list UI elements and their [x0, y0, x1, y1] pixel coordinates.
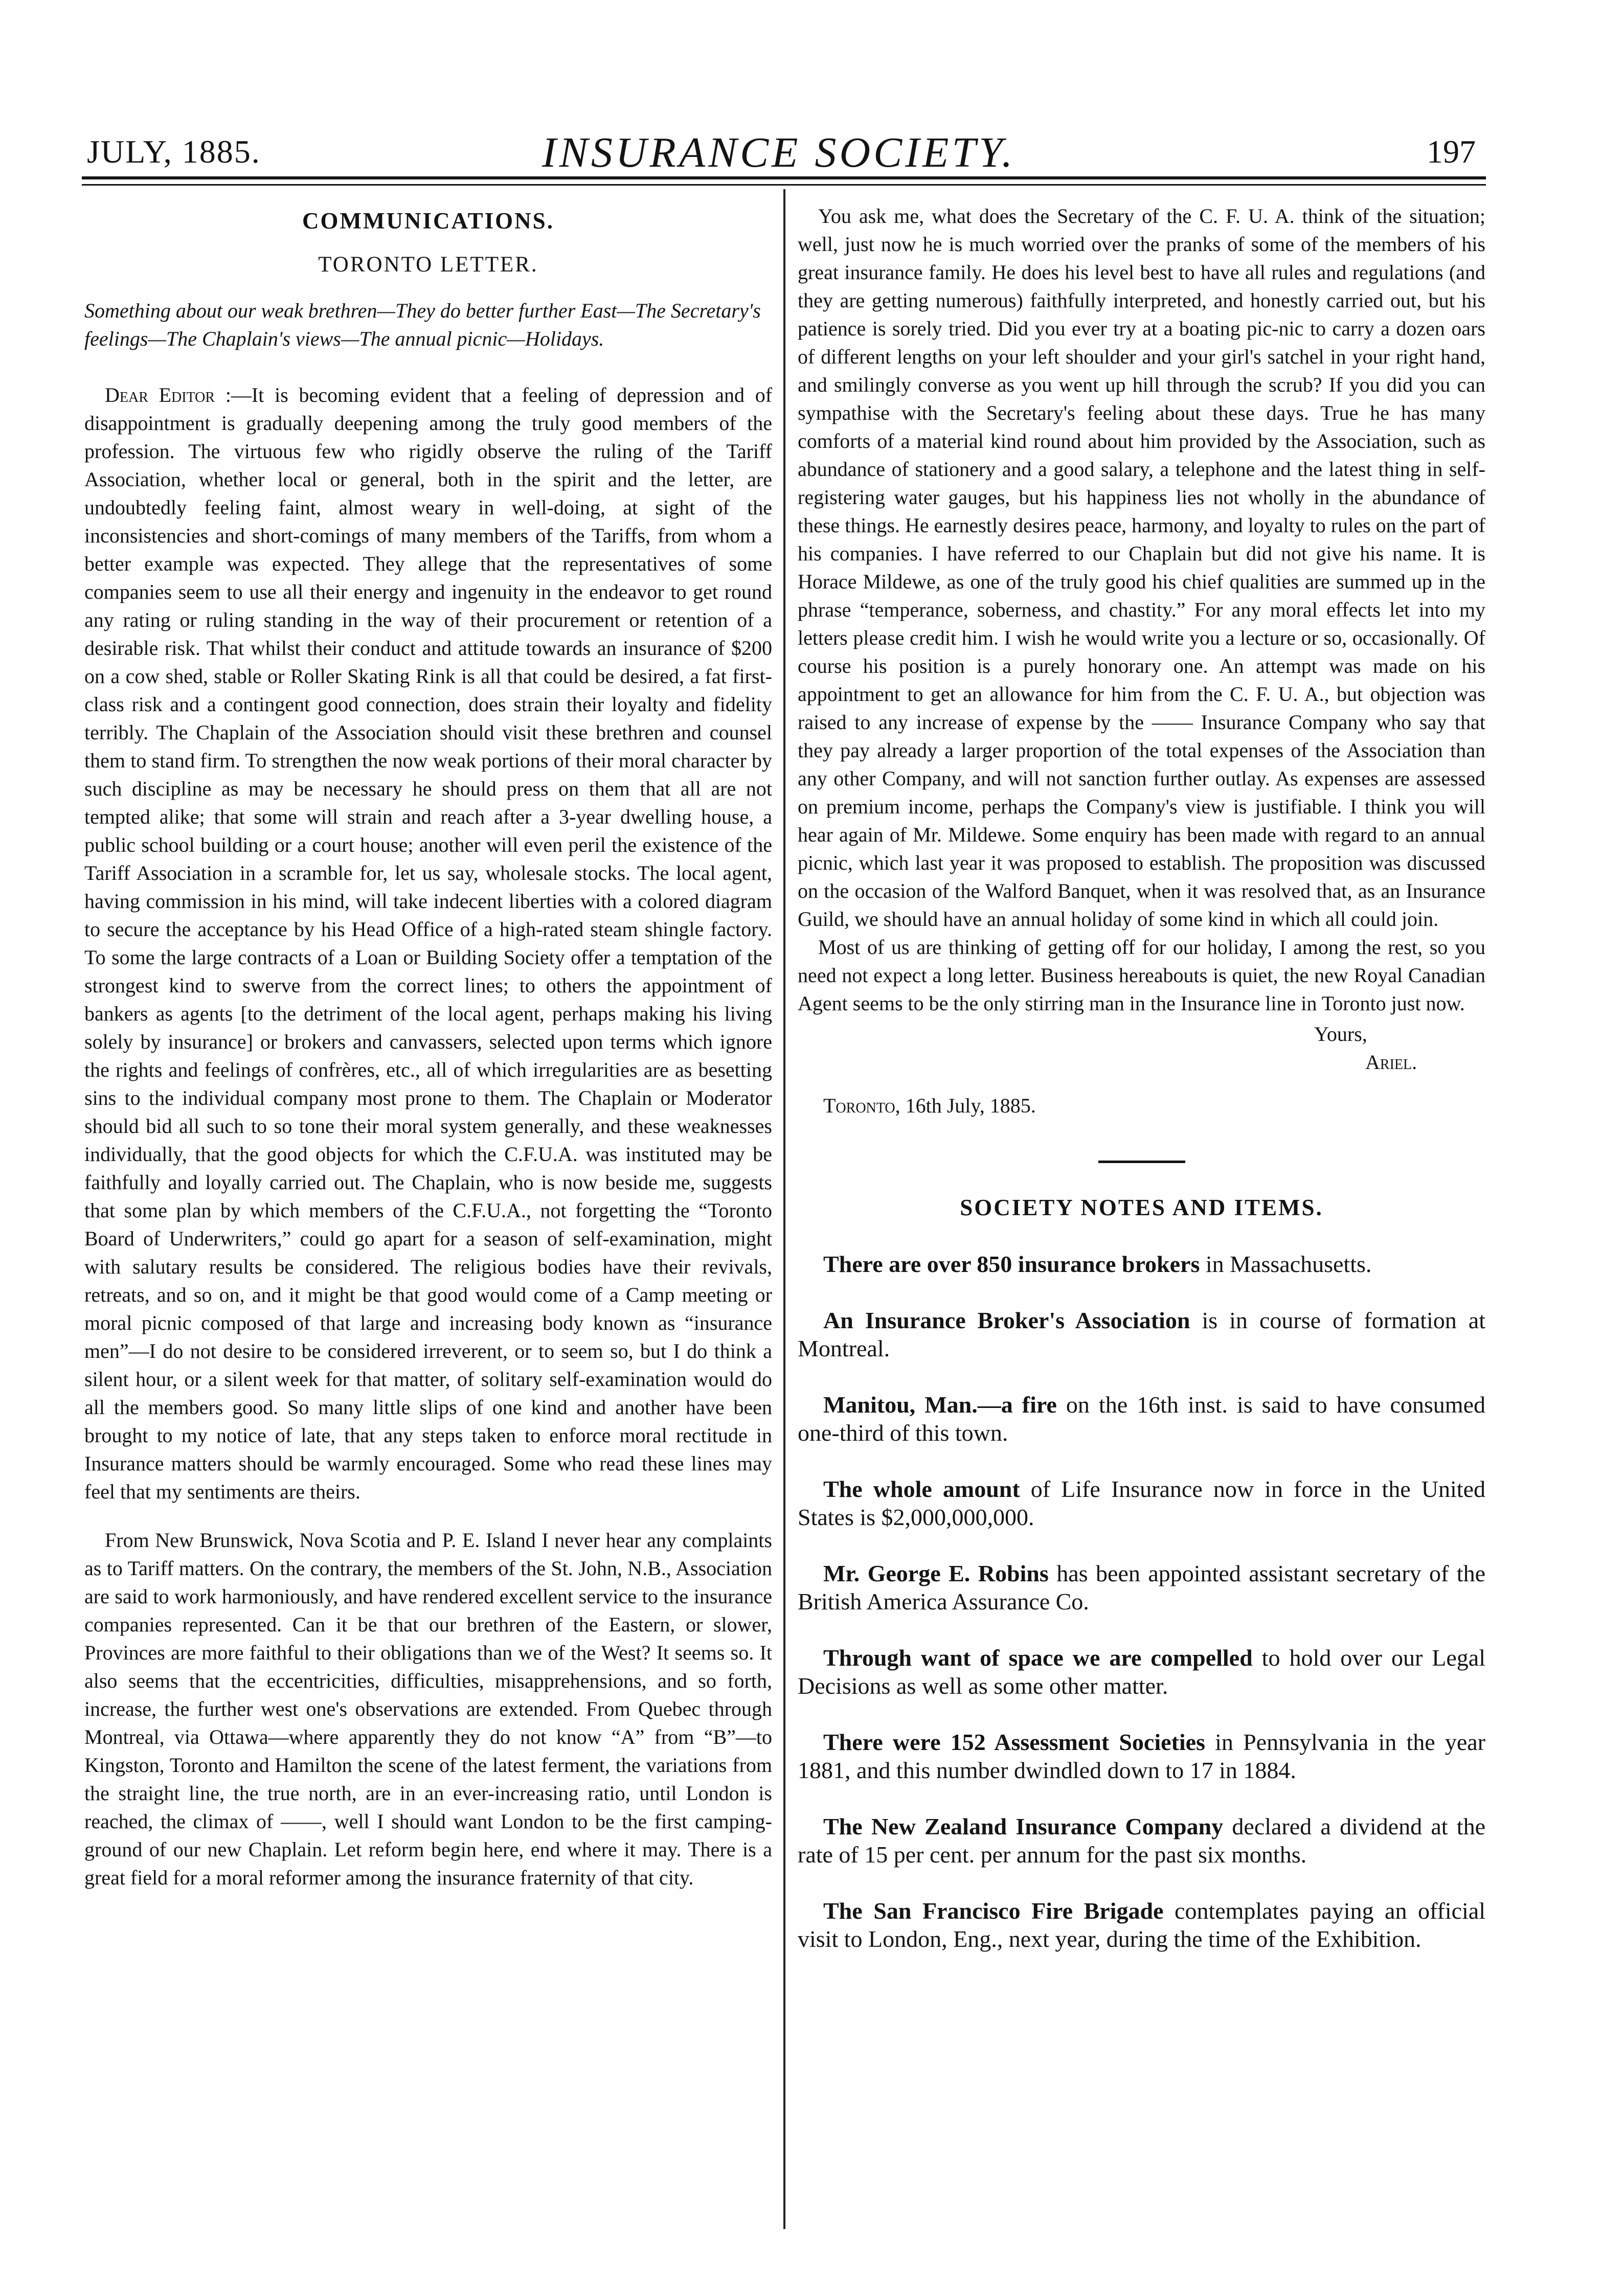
note-lead: Manitou, Man.—a fire — [823, 1392, 1057, 1418]
section-separator — [1098, 1161, 1185, 1163]
paragraph-text: :—It is becoming evident that a feeling of depression and of disappointment is gradually deepening among the truly good members of the profession. The virtuous few who rigidly observe the ruling of the Tariff Association, whether local or general, both in the spirit and the letter, are undoubtedly feeling faint, almost weary in well-doing, at sight of the inconsistencies and short-comings of many members of the Tariffs, from whom a better example was expected. They allege that the representatives of some companies seem to use all their energy and ingenuity in the endeavor to get round any rating or ruling standing in the way of their procurement or retention of a desirable risk. That whilst their conduct and attitude towards an insurance of $200 on a cow shed, stable or Roller Skating Rink is all that could be desired, a fat first-class risk and a contingent good connection, does strain their loyalty and fidelity terribly. The Chaplain of the Association should visit these brethren and counsel them to stand firm. To strengthen the now weak portions of their moral character by such discipline as may be necessary he should press on them that all are not tempted alike; that some will strain and reach after a 3-year dwelling house, a public school building or a court house; another will even peril the existence of the Tariff Association in a scramble for, let us say, wholesale stocks. The local agent, having commission in his mind, will take indecent liberties with a colored diagram to secure the acceptance by his Head Office of a high-rated steam shingle factory. To some the large contracts of a Loan or Building Society offer a temptation of the strongest kind to swerve from the correct lines; to others the appointment of bankers as agents [to the detriment of the local agent, perhaps making his living solely by insurance] or brokers and canvassers, selected upon terms which ignore the rights and feelings of confrères, etc., all of which irregularities are as besetting sins to the individual company most prone to them. The Chaplain or Moderator should bid all such to so tone their moral system generally, and these weaknesses individually, that the good objects for which the C.F.U.A. was instituted may be faithfully and loyally carried out. The Chaplain, who is now beside me, suggests that some plan by which members of the C.F.U.A., not forgetting the “Toronto Board of Underwriters,” could go apart for a season of self-examination, might with salutary results be considered. The religious bodies have their revivals, retreats, and so on, and it might be that good would come of a Camp meeting or moral picnic composed of that large and increasing body known as “insurance men”—I do not desire to be considered irreverent, or to seem so, but I do think a silent hour, or a silent week for that matter, of solitary self-examination would do all the members good. So many little slips of one kind and another have been brought to my notice of late, that any steps taken to enforce moral rectitude in Insurance matters should be warmly encouraged. Some who read these lines may feel that my sentiments are theirs. — [84, 383, 773, 1503]
salutation: Dear Editor — [105, 383, 215, 406]
note-lead: There were 152 Assessment Societies — [823, 1729, 1205, 1755]
note-text: in Massachusetts. — [1200, 1251, 1372, 1277]
note-item — [798, 1250, 1485, 1278]
section-title: COMMUNICATIONS. — [302, 208, 554, 234]
note-text: in Pennsylvania in the year 1881, and this number dwindled down to 17 in 1884. — [798, 1729, 1485, 1783]
note-item — [798, 1391, 1485, 1447]
notes-title: SOCIETY NOTES AND ITEMS. — [960, 1195, 1323, 1220]
note-lead: The whole amount — [823, 1476, 1020, 1502]
closing: Yours, — [1314, 1022, 1367, 1045]
note-lead: An Insurance Broker's Association — [823, 1307, 1190, 1333]
dateline — [798, 1092, 1485, 1120]
header-rule-thin — [82, 184, 1486, 186]
right-column — [798, 202, 1485, 1981]
signature: Ariel. — [1365, 1051, 1417, 1074]
note-text: has been appointed assistant secretary of the British America Assurance Co. — [798, 1560, 1485, 1615]
note-text: on the 16th inst. is said to have consumed one-third of this town. — [798, 1392, 1485, 1446]
article-paragraph — [84, 381, 772, 1506]
issue-date: JULY, 1885. — [87, 133, 261, 170]
dateline-date: , 16th July, 1885. — [895, 1094, 1036, 1117]
article-paragraph: From New Brunswick, Nova Scotia and P. E. Island I never hear any complaints as to Tariff matters. On the contrary, the members of the St. John, N.B., Association are said to work harmoniously, and have rendered excellent service to the insurance companies represented. Can it be that our brethren of the Eastern, or slower, Provinces are more faithful to their obligations than we of the West? It seems so. It also seems that the eccentricities, difficulties, misapprehensions, and so forth, increase, the further west one's observations are extended. From Quebec through Montreal, via Ottawa—where apparently they do not know “A” from “B”—to Kingston, Toronto and Hamilton the scene of the latest ferment, the variations from the straight line, the true north, are in an ever-increasing ratio, until London is reached, the climax of ——, well I should want London to be the first camping-ground of our new Chaplain. Let reform begin here, end where it may. There is a great field for a moral reformer among the insurance fraternity of that city. — [84, 1529, 772, 1889]
note-item — [798, 1475, 1485, 1531]
letter-signoff — [798, 1020, 1485, 1076]
note-item — [798, 1728, 1485, 1784]
note-text: contemplates paying an official visit to London, Eng., next year, during the time of the Exhibition. — [798, 1898, 1485, 1952]
article-summary: Something about our weak brethren—They do better further East—The Secretary's feelings—The Chaplain's views—The annual picnic—Holidays. — [84, 299, 761, 350]
note-lead: There are over 850 insurance brokers — [823, 1251, 1200, 1277]
note-text: of Life Insurance now in force in the United States is $2,000,000,000. — [798, 1476, 1486, 1530]
note-item — [798, 1559, 1485, 1616]
article-paragraph: You ask me, what does the Secretary of the C. F. U. A. think of the situation; well, just now he is much worried over the pranks of some of the members of his great insurance family. He does his level best to have all rules and regulations (and they are getting numerous) faithfully interpreted, and honestly carried out, but his patience is sorely tried. Did you ever try at a boating pic-nic to carry a dozen oars of different lengths on your left shoulder and your girl's satchel in your right hand, and smilingly converse as you went up hill through the scrub? If you did you can sympathise with the Secretary's feeling about these days. True he has many comforts of a material kind round about him provided by the Association, such as abundance of stationery and a good salary, a telephone and the latest thing in self-registering water gauges, but his happiness lies not wholly in the abundance of these things. He earnestly desires peace, harmony, and loyalty to rules on the part of his companies. I have referred to our Chaplain but did not give his name. It is Horace Mildewe, as one of the truly good his chief qualities are summed up in the phrase “temperance, soberness, and chastity.” For any moral effects let into my letters please credit him. I wish he would write you a lecture or so, occasionally. Of course his position is a purely honorary one. An attempt was made on his appointment to get an allowance for him from the C. F. U. A., but objection was raised to any increase of expense by the —— Insurance Company who say that they pay already a larger proportion of the total expenses of the Association than any other Company, and will not sanction further outlay. As expenses are assessed on premium income, perhaps the Company's view is justifiable. I think you will hear again of Mr. Mildewe. Some enquiry has been made with regard to an annual picnic, which last year it was proposed to establish. The proposition was discussed on the occasion of the Walford Banquet, when it was resolved that, as an Insurance Guild, we should have an annual holiday of some kind in which all could join. — [798, 204, 1485, 930]
left-column — [84, 202, 772, 1892]
note-lead: Mr. George E. Robins — [823, 1560, 1049, 1586]
note-lead: The New Zealand Insurance Company — [823, 1813, 1224, 1839]
note-item — [798, 1644, 1485, 1700]
page-number: 197 — [1427, 133, 1476, 170]
column-divider — [783, 189, 785, 2229]
article-paragraph: Most of us are thinking of getting off for our holiday, I among the rest, so you need not expect a long letter. Business hereabouts is quiet, the new Royal Canadian Agent seems to be the only stirring man in the Insurance line in Toronto just now. — [798, 936, 1485, 1015]
notes-list — [798, 1250, 1485, 1953]
publication-title: INSURANCE SOCIETY. — [542, 129, 1016, 176]
dateline-place: Toronto — [823, 1094, 895, 1117]
note-text: declared a dividend at the rate of 15 per cent. per annum for the past six months. — [798, 1813, 1485, 1868]
article-title: TORONTO LETTER. — [318, 253, 538, 277]
header-rule-thick — [82, 176, 1486, 179]
page-header — [77, 128, 1481, 174]
note-lead: Through want of space we are compelled — [823, 1645, 1253, 1671]
note-item — [798, 1897, 1485, 1953]
note-text: to hold over our Legal Decisions as well as some other matter. — [798, 1645, 1485, 1699]
note-text: is in course of formation at Montreal. — [798, 1307, 1485, 1361]
note-item — [798, 1306, 1485, 1362]
note-item — [798, 1812, 1485, 1869]
note-lead: The San Francisco Fire Brigade — [823, 1898, 1164, 1924]
